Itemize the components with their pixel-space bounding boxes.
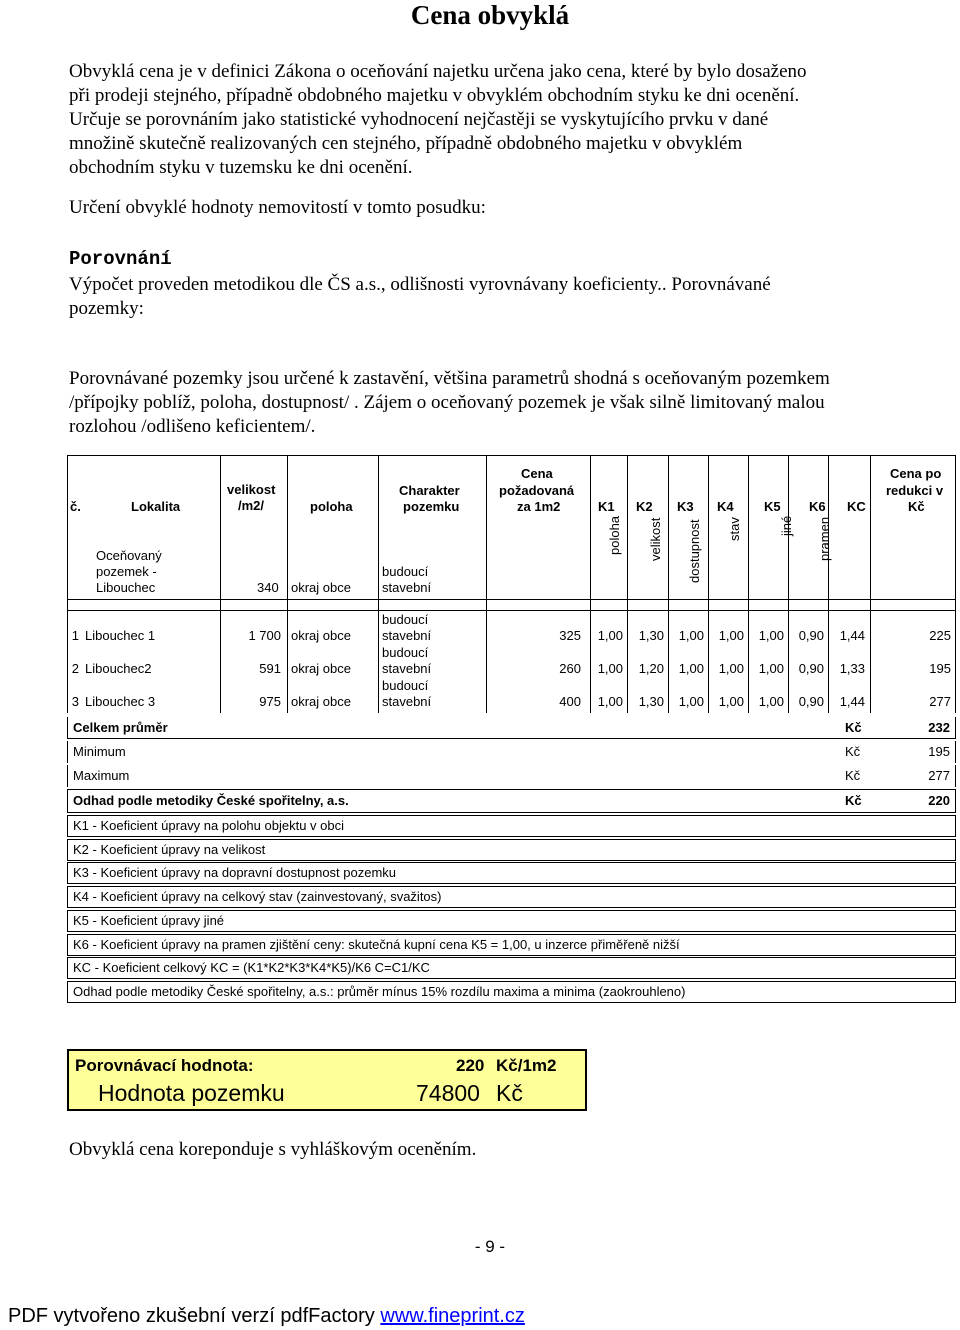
compared-line: /přípojky poblíž, poloha, dostupnost/ . Zájem o oceňovaný pozemek je však silně limitovaný malou — [69, 392, 825, 413]
row-lokalita: Libouchec 1 — [85, 628, 156, 643]
legend-row: K5 - Koeficient úpravy jiné — [67, 910, 956, 932]
row-velikost: 975 — [259, 694, 281, 709]
row-cena-po: 277 — [929, 694, 951, 709]
valued-poloha: okraj obce — [291, 580, 351, 595]
row-k1: 1,00 — [597, 661, 623, 676]
intro-line: při prodeji stejného, případně obdobného majetku v obvyklém obchodním styku ke dni ocenění. — [69, 85, 800, 106]
summary-label: Minimum — [73, 744, 126, 759]
row-k4: 1,00 — [718, 628, 744, 643]
summary-value: 232 — [928, 720, 950, 735]
vertical-label-pramen: pramen — [817, 516, 832, 561]
valued-charakter-2: stavební — [382, 580, 432, 595]
summary-unit: Kč — [845, 768, 861, 783]
valued-lokalita-1: Oceňovaný — [96, 548, 162, 563]
col-header-velikost: velikost — [227, 482, 276, 497]
col-header-velikost-unit: /m2/ — [238, 498, 265, 513]
summary-label: Celkem průměr — [73, 720, 168, 735]
col-header-cena-po-2: redukci v — [886, 483, 944, 498]
col-header-c: č. — [70, 499, 81, 514]
summary-unit: Kč — [845, 793, 862, 808]
col-header-charakter: Charakter — [399, 483, 460, 498]
col-header-cena-po: Cena po — [890, 466, 942, 481]
legend-row: Odhad podle metodiky České spořitelny, a.s.: průměr mínus 15% rozdílu maxima a minima (zaokrouhleno) — [67, 981, 956, 1003]
row-k5: 1,00 — [758, 694, 784, 709]
col-header-lokalita: Lokalita — [131, 499, 181, 514]
method-line: Výpočet proveden metodikou dle ČS a.s., odlišnosti vyrovnávany koeficienty.. Porovnávané — [69, 274, 771, 295]
summary-row — [67, 717, 956, 739]
intro-line: obchodním styku v tuzemsku ke dni ocenění. — [69, 157, 413, 178]
valuation-unit: Kč/1m2 — [496, 1056, 557, 1075]
col-header-k1: K1 — [598, 499, 615, 514]
row-k2: 1,30 — [638, 628, 664, 643]
row-lokalita: Libouchec 3 — [85, 694, 156, 709]
col-header-cena-3: za 1m2 — [517, 499, 561, 514]
row-k2: 1,20 — [638, 661, 664, 676]
col-header-k6: K6 — [809, 499, 826, 514]
row-k5: 1,00 — [758, 628, 784, 643]
row-cena-po: 225 — [929, 628, 951, 643]
col-header-k2: K2 — [636, 499, 653, 514]
row-poloha: okraj obce — [291, 661, 351, 676]
row-k3: 1,00 — [678, 661, 704, 676]
row-cena-po: 195 — [929, 661, 951, 676]
col-header-k4: K4 — [717, 499, 734, 514]
col-header-cena-2: požadovaná — [499, 483, 575, 498]
summary-unit: Kč — [845, 744, 861, 759]
row-poloha: okraj obce — [291, 694, 351, 709]
legend-row: K3 - Koeficient úpravy na dopravní dostupnost pozemku — [67, 862, 956, 884]
summary-row — [67, 765, 956, 787]
row-k6: 0,90 — [798, 661, 824, 676]
row-k2: 1,30 — [638, 694, 664, 709]
row-number: 1 — [71, 628, 79, 643]
row-k6: 0,90 — [798, 628, 824, 643]
row-velikost: 591 — [259, 661, 281, 676]
row-cena: 260 — [559, 661, 581, 676]
summary-row — [67, 741, 956, 763]
legend-row: KC - Koeficient celkový KC = (K1*K2*K3*K4*K5)/K6 C=C1/KC — [67, 957, 956, 979]
row-velikost: 1 700 — [248, 628, 281, 643]
row-k6: 0,90 — [798, 694, 824, 709]
compared-line: rozlohou /odlišeno keficientem/. — [69, 416, 316, 437]
row-number: 3 — [71, 694, 79, 709]
comparison-table — [67, 455, 956, 713]
vertical-label-jine: jiné — [779, 515, 794, 536]
row-kc: 1,33 — [839, 661, 865, 676]
valuation-box — [67, 1049, 587, 1111]
valued-velikost: 340 — [257, 580, 279, 595]
row-poloha: okraj obce — [291, 628, 351, 643]
row-charakter-2: stavební — [382, 628, 432, 643]
method-paragraph — [69, 273, 909, 321]
row-charakter-1: budoucí — [382, 678, 429, 693]
footer-link[interactable]: www.fineprint.cz — [380, 1305, 525, 1327]
summary-label: Maximum — [73, 768, 130, 783]
closing-text: Obvyklá cena koreponduje s vyhláškovým oceněním. — [69, 1139, 477, 1160]
row-k1: 1,00 — [597, 694, 623, 709]
col-header-kc: KC — [847, 499, 866, 514]
method-line: pozemky: — [69, 298, 144, 319]
section-heading: Porovnání — [69, 248, 172, 270]
determination-text: Určení obvyklé hodnoty nemovitostí v tomto posudku: — [69, 197, 486, 218]
summary-value: 220 — [928, 793, 950, 808]
summary-label: Odhad podle metodiky České spořitelny, a.s. — [73, 793, 349, 808]
land-value: 74800 — [416, 1080, 480, 1106]
compared-paragraph — [69, 367, 909, 439]
row-k5: 1,00 — [758, 661, 784, 676]
summary-value: 195 — [928, 744, 950, 759]
intro-line: množině skutečně realizovaných cen stejného, případně obdobného majetku v obvyklém — [69, 133, 743, 154]
legend-row: K4 - Koeficient úpravy na celkový stav (zainvestovaný, svažitos) — [67, 886, 956, 908]
legend-row: K1 - Koeficient úpravy na polohu objektu v obci — [67, 815, 956, 837]
row-k3: 1,00 — [678, 694, 704, 709]
intro-paragraph — [69, 60, 909, 180]
col-header-k5: K5 — [764, 499, 781, 514]
summary-unit: Kč — [845, 720, 862, 735]
col-header-poloha: poloha — [310, 499, 353, 514]
col-header-charakter-2: pozemku — [403, 499, 460, 514]
row-k4: 1,00 — [718, 661, 744, 676]
row-charakter-2: stavební — [382, 694, 432, 709]
row-kc: 1,44 — [839, 628, 865, 643]
footer-text: PDF vytvořeno zkušební verzí pdfFactory — [8, 1305, 381, 1327]
row-kc: 1,44 — [839, 694, 865, 709]
vertical-label-poloha: poloha — [607, 515, 622, 555]
vertical-label-velikost: velikost — [648, 517, 663, 561]
vertical-label-stav: stav — [727, 517, 742, 541]
row-charakter-1: budoucí — [382, 645, 429, 660]
valuation-value: 220 — [456, 1056, 485, 1075]
intro-line: Určuje se porovnáním jako statistické vyhodnocení nejčastěji se vyskytujícího prvku v dané — [69, 109, 769, 130]
legend-row: K6 - Koeficient úpravy na pramen zjištění ceny: skutečná kupní cena K5 = 1,00, u inzerce přiměřeně nižší — [67, 934, 956, 956]
valued-lokalita-3: Libouchec — [96, 580, 156, 595]
page-number: - 9 - — [474, 1237, 506, 1256]
legend-row: K2 - Koeficient úpravy na velikost — [67, 839, 956, 861]
valued-lokalita-2: pozemek - — [96, 564, 157, 579]
summary-value: 277 — [928, 768, 950, 783]
row-charakter-2: stavební — [382, 661, 432, 676]
col-header-k3: K3 — [677, 499, 694, 514]
valuation-label: Porovnávací hodnota: — [75, 1056, 254, 1075]
col-header-cena-po-3: Kč — [908, 499, 925, 514]
row-k3: 1,00 — [678, 628, 704, 643]
land-value-label: Hodnota pozemku — [98, 1080, 285, 1106]
row-k4: 1,00 — [718, 694, 744, 709]
land-value-unit: Kč — [496, 1080, 523, 1106]
col-header-cena: Cena — [521, 466, 553, 481]
page-title: Cena obvyklá — [410, 0, 570, 30]
row-cena: 325 — [559, 628, 581, 643]
row-cena: 400 — [559, 694, 581, 709]
compared-line: Porovnávané pozemky jsou určené k zastavění, většina parametrů shodná s oceňovaným pozemkem — [69, 368, 830, 389]
summary-row — [67, 789, 956, 813]
row-number: 2 — [71, 661, 79, 676]
vertical-label-dostupnost: dostupnost — [687, 519, 702, 583]
pdf-footer — [8, 1305, 525, 1328]
valued-charakter-1: budoucí — [382, 564, 429, 579]
row-k1: 1,00 — [597, 628, 623, 643]
row-lokalita: Libouchec2 — [85, 661, 152, 676]
row-charakter-1: budoucí — [382, 612, 429, 627]
intro-line: Obvyklá cena je v definici Zákona o oceňování najetku určena jako cena, které by bylo dosaženo — [69, 61, 807, 82]
